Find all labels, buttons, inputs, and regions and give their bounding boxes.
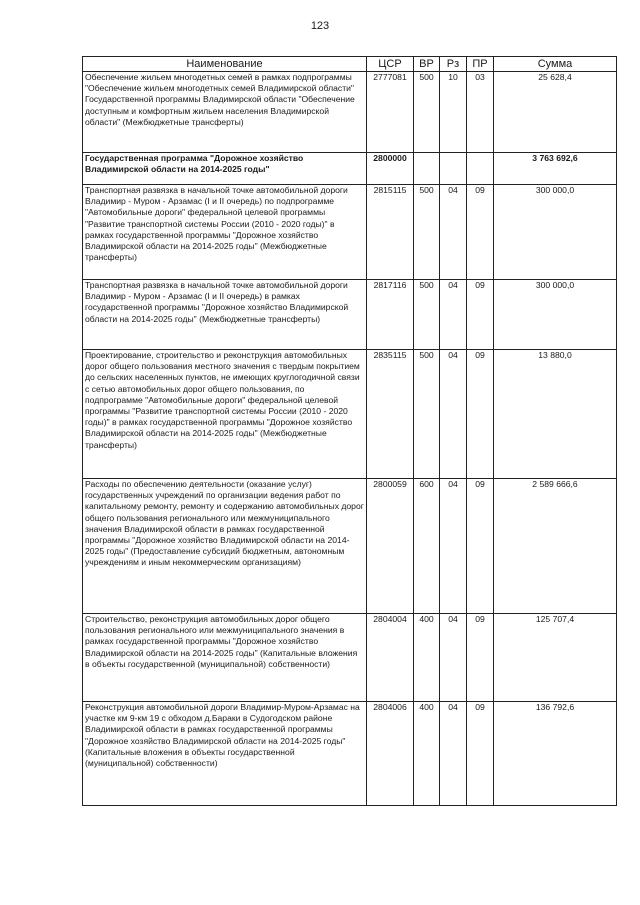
table-row <box>83 479 617 614</box>
row-csr: 2815115 <box>367 185 414 280</box>
row-name: Государственная программа "Дорожное хозяйство Владимирской области на 2014-2025 годы" <box>83 153 367 185</box>
header-vr: ВР <box>414 57 440 72</box>
row-pr: 09 <box>467 185 494 280</box>
row-vr: 400 <box>414 702 440 806</box>
row-pr: 03 <box>467 72 494 153</box>
row-pr: 09 <box>467 280 494 350</box>
row-csr: 2835115 <box>367 350 414 479</box>
header-name: Наименование <box>83 57 367 72</box>
row-csr: 2800059 <box>367 479 414 614</box>
row-sum: 2 589 666,6 <box>494 479 617 614</box>
row-vr: 500 <box>414 72 440 153</box>
row-sum: 3 763 692,6 <box>494 153 617 185</box>
row-pr: 09 <box>467 479 494 614</box>
row-pr: 09 <box>467 702 494 806</box>
row-sum: 136 792,6 <box>494 702 617 806</box>
table-row <box>83 350 617 479</box>
row-vr: 500 <box>414 185 440 280</box>
row-vr: 500 <box>414 280 440 350</box>
row-sum: 300 000,0 <box>494 185 617 280</box>
row-rz: 04 <box>440 702 467 806</box>
row-sum: 125 707,4 <box>494 614 617 702</box>
row-rz <box>440 153 467 185</box>
table-row <box>83 280 617 350</box>
row-rz: 04 <box>440 479 467 614</box>
row-rz: 04 <box>440 350 467 479</box>
row-name: Расходы по обеспечению деятельности (оказание услуг) государственных учреждений по организации ведения работ по капитальному ремонту, ремонту и содержанию автомобильных дорог общего пользования регионального или межмуниципального значения Владимирской области в рамках государственной программы "Дорожное хозяйство Владимирской области на 2014-2025 годы" (Предоставление субсидий бюджетным, автономным учреждениям и иным некоммерческим организациям) <box>83 479 367 614</box>
page-number: 123 <box>310 20 330 32</box>
table-row <box>83 185 617 280</box>
header-pr: ПР <box>467 57 494 72</box>
row-csr: 2800000 <box>367 153 414 185</box>
header-rz: Рз <box>440 57 467 72</box>
row-name: Реконструкция автомобильной дороги Владимир-Муром-Арзамас на участке км 9-км 19 с обходом д.Бараки в Судогодском районе Владимирской области в рамках государственной программы "Дорожное хозяйство Владимирской области на 2014-2025 годы" (Капитальные вложения в объекты государственной (муниципальной) собственности) <box>83 702 367 806</box>
table-row <box>83 153 617 185</box>
row-sum: 13 880,0 <box>494 350 617 479</box>
table-row <box>83 72 617 153</box>
row-rz: 04 <box>440 280 467 350</box>
row-rz: 10 <box>440 72 467 153</box>
table-row <box>83 702 617 806</box>
row-vr <box>414 153 440 185</box>
row-pr: 09 <box>467 614 494 702</box>
row-pr: 09 <box>467 350 494 479</box>
row-name: Проектирование, строительство и реконструкция автомобильных дорог общего пользования местного значения с твердым покрытием до сельских населенных пунктов, не имеющих круглогодичной связи с сетью автомобильных дорог общего пользования, по подпрограмме "Автомобильные дороги" федеральной целевой программы "Развитие транспортной системы России (2010 - 2020 годы)" в рамках государственной программы "Дорожное хозяйство Владимирской области на 2014-2025 годы" (Межбюджетные трансферты) <box>83 350 367 479</box>
row-csr: 2817116 <box>367 280 414 350</box>
table-header-row <box>83 57 617 72</box>
row-name: Транспортная развязка в начальной точке автомобильной дороги Владимир - Муром - Арзамас (I и II очередь) в рамках государственной программы "Дорожное хозяйство Владимирской области на 2014-2025 годы" (Межбюджетные трансферты) <box>83 280 367 350</box>
row-csr: 2804006 <box>367 702 414 806</box>
header-csr: ЦСР <box>367 57 414 72</box>
row-sum: 300 000,0 <box>494 280 617 350</box>
row-rz: 04 <box>440 185 467 280</box>
row-vr: 400 <box>414 614 440 702</box>
row-vr: 600 <box>414 479 440 614</box>
row-vr: 500 <box>414 350 440 479</box>
row-pr <box>467 153 494 185</box>
row-rz: 04 <box>440 614 467 702</box>
row-name: Транспортная развязка в начальной точке автомобильной дороги Владимир - Муром - Арзамас (I и II очередь) по подпрограмме "Автомобильные дороги" федеральной целевой программы "Развитие транспортной системы России (2010 - 2020 годы)" в рамках государственной программы "Дорожное хозяйство Владимирской области на 2014-2025 годы" (Межбюджетные трансферты) <box>83 185 367 280</box>
row-sum: 25 628,4 <box>494 72 617 153</box>
table-row <box>83 614 617 702</box>
row-name: Обеспечение жильем многодетных семей в рамках подпрограммы "Обеспечение жильем многодетных семей Владимирской области" Государственной программы Владимирской области "Обеспечение доступным и комфортным жильем населения Владимирской области" (Межбюджетные трансферты) <box>83 72 367 153</box>
row-csr: 2804004 <box>367 614 414 702</box>
header-sum: Сумма <box>494 57 617 72</box>
row-csr: 2777081 <box>367 72 414 153</box>
budget-table <box>82 56 617 806</box>
row-name: Строительство, реконструкция автомобильных дорог общего пользования регионального или межмуниципального значения в рамках государственной программы "Дорожное хозяйство Владимирской области на 2014-2025 годы" (Капитальные вложения в объекты государственной (муниципальной) собственности) <box>83 614 367 702</box>
